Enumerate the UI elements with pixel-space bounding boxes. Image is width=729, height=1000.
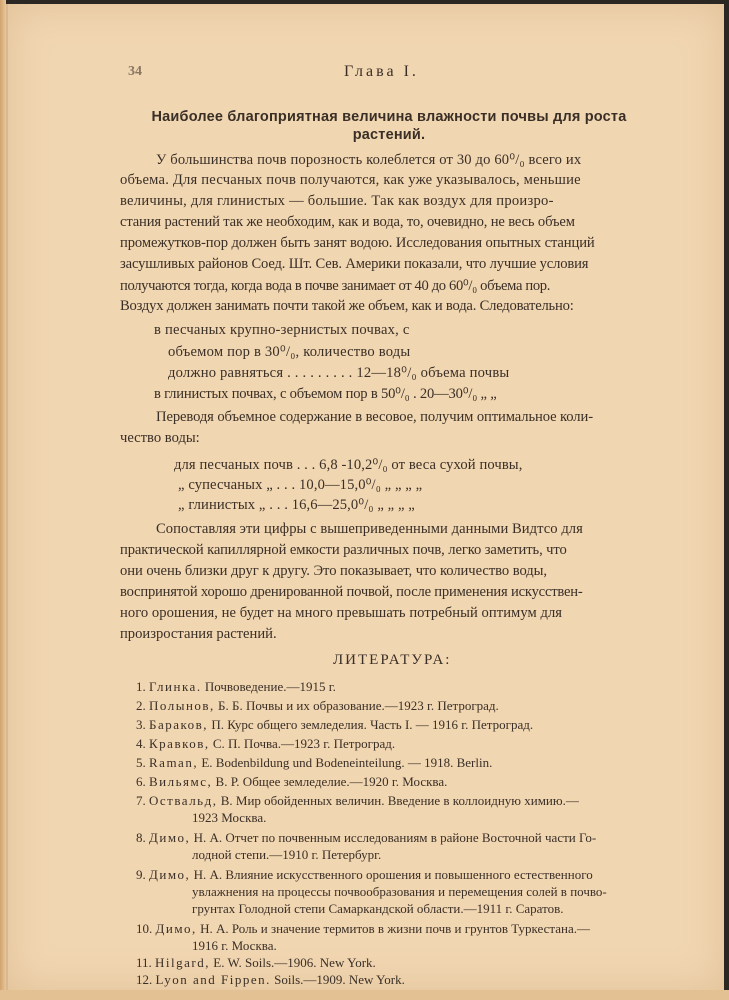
weight-line: „ супесчаных „ . . . 10,0—15,0⁰/₀ „ „ „ „ (178, 477, 423, 493)
reference-item: 2. Полынов, Б. Б. Почвы и их образование.—1923 г. Петроград. (136, 698, 499, 713)
bottom-page-edge (0, 990, 729, 1000)
condition-line: в песчаных крупно-зернистых почвах, с (154, 322, 410, 338)
reference-item: 3. Бараков, П. Курс общего земледелия. Часть I. — 1916 г. Петроград. (136, 717, 534, 732)
paragraph-line: Переводя объемное содержание в весовое, получим оптимальное коли- (156, 409, 593, 425)
reference-continuation: 1916 г. Москва. (192, 938, 277, 953)
weight-line: для песчаных почв . . . 6,8 -10,2⁰/₀ от веса сухой почвы, (174, 457, 523, 473)
page-number: 34 (128, 64, 142, 79)
paragraph-line: засушливых районов Соед. Шт. Сев. Америки показали, что лучшие условия (120, 256, 589, 272)
paragraph-line: они очень близки друг к другу. Это показывает, что количество воды, (120, 563, 548, 579)
reference-continuation: увлажнения на процессы почвообразования и перемещения солей в почво- (192, 884, 607, 899)
literature-heading: ЛИТЕРАТУРА: (333, 652, 452, 668)
paragraph-line: У большинства почв порозность колеблется от 30 до 60⁰/₀ всего их (156, 152, 582, 168)
paragraph-line: объема. Для песчаных почв получаются, как уже указывалось, меньшие (120, 172, 581, 188)
paragraph-line: промежутков-пор должен быть занят водою. Исследования опытных станций (120, 235, 595, 251)
reference-continuation: 1923 Москва. (192, 810, 267, 825)
paragraph-line: Сопоставляя эти цифры с вышеприведенными данными Видтсо для (156, 521, 583, 537)
condition-line: должно равняться . . . . . . . . . 12—18⁰/₀ объема почвы (168, 365, 510, 381)
section-heading-line-2: растений. (352, 127, 426, 143)
reference-item: 8. Димо, Н. А. Отчет по почвенным исследованиям в районе Восточной части Го- (136, 830, 597, 845)
weight-line: „ глинистых „ . . . 16,6—25,0⁰/₀ „ „ „ „ (178, 497, 415, 513)
reference-item: 6. Вильямс, В. Р. Общее земледелие.—1920 г. Москва. (136, 774, 448, 789)
reference-item: 9. Димо, Н. А. Влияние искусственного орошения и повышенного естественного (136, 867, 593, 882)
condition-line: объемом пор в 30⁰/₀, количество воды (168, 344, 411, 360)
book-page (6, 4, 724, 990)
reference-item: 5. Raman, E. Bodenbildung und Bodeneinteilung. — 1918. Berlin. (136, 755, 493, 770)
paragraph-line: величины, для глинистых — большие. Так как воздух для произро- (120, 193, 554, 209)
reference-item: 10. Димо, Н. А. Роль и значение термитов в жизни почв и грунтов Туркестана.— (136, 921, 590, 936)
paragraph-line: чество воды: (120, 430, 200, 446)
reference-item: 4. Кравков, С. П. Почва.—1923 г. Петроград. (136, 736, 396, 751)
reference-item: 1. Глинка. Почвоведение.—1915 г. (136, 679, 336, 694)
paragraph-line: практической капиллярной емкости различных почв, легко заметить, что (120, 542, 567, 558)
reference-item: 12. Lyon and Fippen. Soils.—1909. New York. (136, 972, 405, 987)
reference-continuation: грунтах Голодной степи Самаркандской области.—1911 г. Саратов. (192, 901, 564, 916)
reference-item: 11. Hilgard, E. W. Soils.—1906. New York. (136, 955, 376, 970)
paragraph-line: получаются тогда, когда вода в почве занимает от 40 до 60⁰/₀ объема пор. (120, 278, 551, 294)
section-heading-line-1: Наиболее благоприятная величина влажности почвы для роста (151, 109, 627, 125)
reference-continuation: лодной степи.—1910 г. Петербург. (192, 847, 382, 862)
paragraph-line: воспринятой хорошо дренированной почвой, после применения искусствен- (120, 584, 583, 600)
condition-line: в глинистых почвах, с объемом пор в 50⁰/₀ . 20—30⁰/₀ „ „ (154, 386, 497, 402)
chapter-title: Глава I. (344, 63, 419, 80)
paragraph-line: ного орошения, не будет на много превышать потребный оптимум для (120, 605, 563, 621)
paragraph-line: Воздух должен занимать почти такой же объем, как и вода. Следовательно: (120, 298, 574, 314)
reference-item: 7. Оствальд, В. Мир обойденных величин. Введение в коллоидную химию.— (136, 793, 579, 808)
paragraph-line: стания растений так же необходим, как и вода, то, очевидно, не весь объем (120, 214, 575, 230)
paragraph-line: произростания растений. (120, 626, 277, 642)
